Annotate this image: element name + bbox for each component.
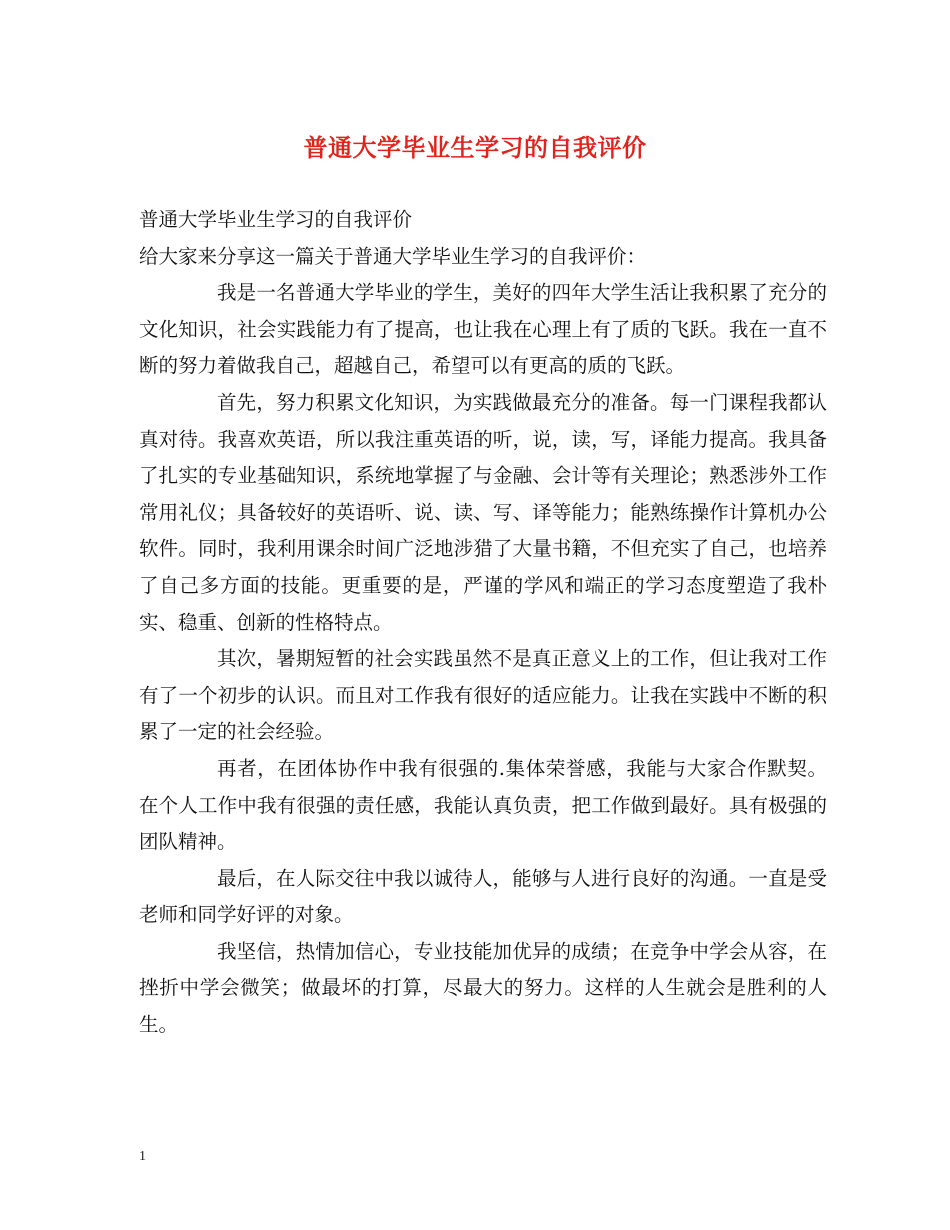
paragraph-third: 再者，在团体协作中我有很强的.集体荣誉感，我能与大家合作默契。在个人工作中我有很强的责任感，我能认真负责，把工作做到最好。具有极强的团队精神。 bbox=[139, 756, 827, 854]
intro-line: 给大家来分享这一篇关于普通大学毕业生学习的自我评价： bbox=[139, 244, 647, 268]
document-body bbox=[139, 202, 827, 1044]
paragraph-second: 其次，暑期短暂的社会实践虽然不是真正意义上的工作，但让我对工作有了一个初步的认识。而且对工作我有很好的适应能力。让我在实践中不断的积累了一定的社会经验。 bbox=[139, 647, 827, 744]
paragraph-last: 最后，在人际交往中我以诚待人，能够与人进行良好的沟通。一直是受老师和同学好评的对象。 bbox=[139, 866, 827, 927]
page-number: 1 bbox=[139, 1149, 146, 1164]
paragraph-conclusion: 我坚信，热情加信心，专业技能加优异的成绩；在竞争中学会从容，在挫折中学会微笑；做最坏的打算，尽最大的努力。这样的人生就会是胜利的人生。 bbox=[139, 939, 827, 1037]
subtitle-line: 普通大学毕业生学习的自我评价 bbox=[139, 208, 413, 231]
document-title: 普通大学毕业生学习的自我评价 bbox=[303, 133, 647, 162]
paragraph-self-intro: 我是一名普通大学毕业的学生，美好的四年大学生活让我积累了充分的文化知识，社会实践能力有了提高，也让我在心理上有了质的飞跃。我在一直不断的努力着做我自己，超越自己，希望可以有更高的质的飞跃。 bbox=[139, 281, 827, 378]
paragraph-first: 首先，努力积累文化知识，为实践做最充分的准备。每一门课程我都认真对待。我喜欢英语，所以我注重英语的听，说，读，写，译能力提高。我具备了扎实的专业基础知识，系统地掌握了与金融、会计等有关理论；熟悉涉外工作常用礼仪；具备较好的英语听、说、读、写、译等能力；能熟练操作计算机办公软件。同时，我利用课余时间广泛地涉猎了大量书籍，不但充实了自己，也培养了自己多方面的技能。更重要的是，严谨的学风和端正的学习态度塑造了我朴实、稳重、创新的性格特点。 bbox=[139, 390, 827, 634]
